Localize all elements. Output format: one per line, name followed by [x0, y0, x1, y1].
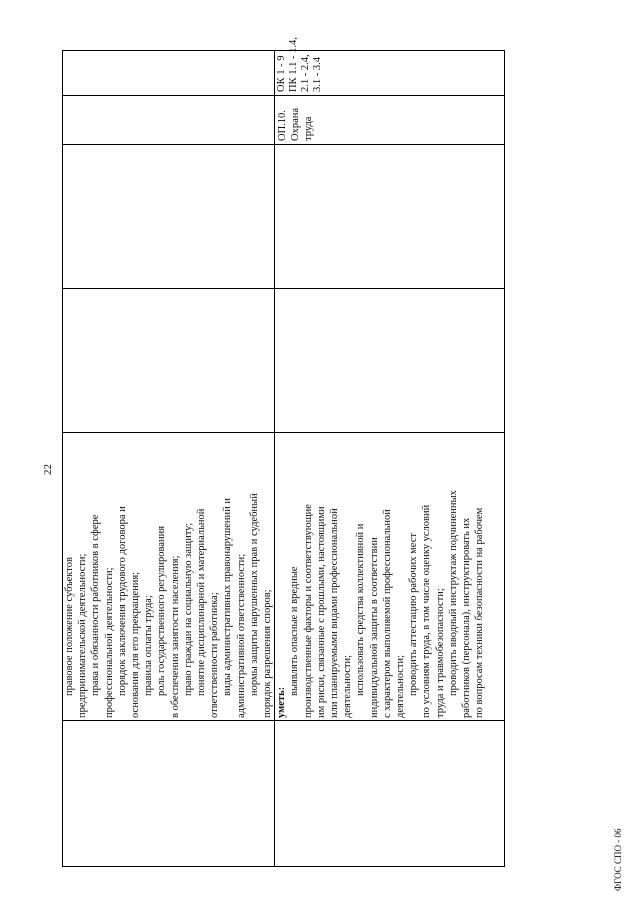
text-line: ответственности работника;: [209, 592, 221, 718]
page-number: 22: [42, 464, 54, 475]
text-line: основания для его прекращения;: [130, 571, 142, 718]
text-line: права и обязанности работников в сфере: [90, 514, 102, 696]
footer-label: ФГОС СПО - 06: [613, 828, 623, 891]
hours-cell: [63, 145, 275, 289]
text-line: виды административных правонарушений и: [222, 498, 234, 696]
text-line: производственные факторы и соответствующие: [302, 504, 314, 718]
text-line: нормы защиты нарушенных прав и судебный: [248, 493, 260, 696]
hours-cell: [275, 145, 505, 289]
index-cell: [63, 721, 275, 867]
skills-list: [288, 435, 486, 718]
discipline-code-cell: [275, 96, 505, 145]
competency-codes: [275, 37, 325, 95]
index-cell: [275, 721, 505, 867]
text-line: или планируемыми видами профессиональной: [329, 508, 341, 718]
text-line: порядок разрешения споров;: [262, 589, 274, 718]
curriculum-table: [62, 37, 505, 867]
text-line: работников (персонала), инструктировать их: [461, 517, 473, 718]
table-row: [275, 51, 505, 867]
text-line: использовать средства коллективной и: [355, 523, 367, 696]
competency-code: ОК 1 - 9: [276, 55, 288, 92]
text-line: по вопросам техники безопасности на рабочем: [474, 507, 486, 718]
discipline-cell: [63, 96, 275, 145]
text-line: роль государственного регулирования: [156, 525, 168, 696]
text-line: предпринимательской деятельности;: [77, 553, 89, 718]
table-row: [63, 51, 275, 867]
competency-cell: [275, 37, 505, 96]
competency-code: 2.1 - 2.4,: [300, 54, 312, 92]
text-line: индивидуальной защиты в соответствии: [368, 537, 380, 718]
discipline-code: ОП.10. Охрана труда: [277, 107, 315, 141]
competency-cell: [63, 51, 275, 96]
text-line: понятие дисциплинарной и материальной: [196, 508, 208, 696]
text-line: выявлять опасные и вредные: [289, 566, 301, 696]
text-line: административной ответственности;: [235, 553, 247, 718]
text-line: правила оплаты труда;: [143, 595, 155, 696]
text-line: проводить аттестацию рабочих мест: [408, 533, 420, 696]
text-line: деятельности;: [342, 654, 354, 718]
text-line: труда и травмобезопасности;: [434, 588, 446, 718]
text-line: в обеспечении занятости населения;: [169, 555, 181, 718]
text-line: проводить вводный инструктаж подчиненных: [447, 490, 459, 696]
knowledge-cell: [63, 433, 275, 721]
text-line: порядок заключения трудового договора и: [116, 506, 128, 696]
text-line: по условиям труда, в том числе оценку условий: [421, 504, 433, 718]
knowledge-list: [63, 433, 274, 720]
text-line: право граждан на социальную защиту;: [182, 522, 194, 696]
competency-code: 3.1 - 3.4: [312, 57, 324, 92]
competency-code: ПК 1.1 - 1.4,: [288, 37, 300, 92]
text-line: профессиональной деятельности;: [103, 567, 115, 718]
text-line: деятельности;: [395, 654, 407, 718]
skills-heading: уметь:: [276, 686, 288, 718]
text-line: правовое положение субъектов: [64, 557, 75, 696]
text-line: им риски, связанные с прошлыми, настоящими: [315, 506, 327, 718]
text-line: с характером выполняемой профессиональной: [381, 509, 393, 718]
hours-cell: [63, 289, 275, 433]
hours-cell: [275, 289, 505, 433]
skills-cell: [275, 433, 505, 721]
